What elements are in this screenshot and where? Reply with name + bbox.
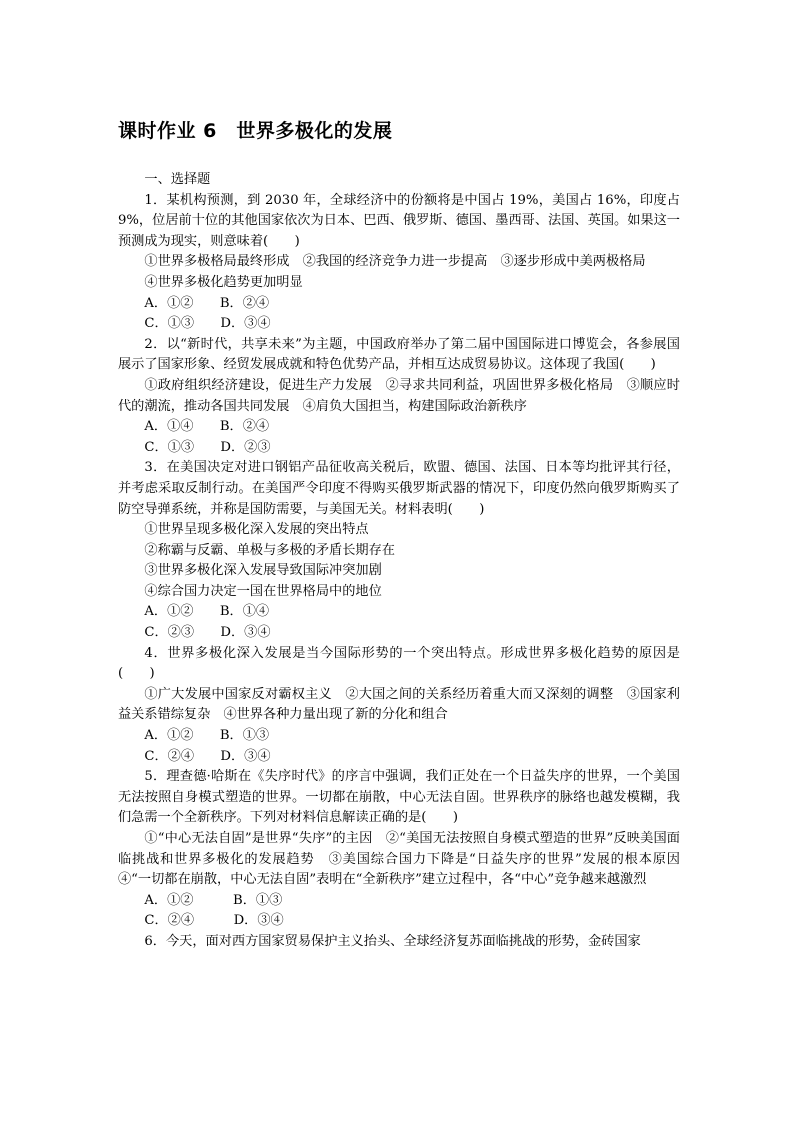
question-3-item-4: ④综合国力决定一国在世界格局中的地位 <box>144 583 382 599</box>
question-2-options-ab: A．①④ B．②④ <box>144 419 270 435</box>
question-5-stem: 5．理查德·哈斯在《失序时代》的序言中强调，我们正处在一个日益失序的世界，一个美国无法按照自身模式塑造的世界。一切都在崩散，中心无法自固。世界秩序的脉络也越发模糊，我们急需一个全新秩序。下列对材料信息解读正确的是( ) <box>118 769 680 826</box>
question-4 <box>118 644 680 768</box>
question-1-stem: 1．某机构预测，到 2030 年，全球经济中的份额将是中国占 19%，美国占 16%，印度占 9%，位居前十位的其他国家依次为日本、巴西、俄罗斯、德国、墨西哥、法国、英国。如果这一预测成为现实，则意味着( ) <box>118 192 680 249</box>
question-5-options-ab: A．①② B．①③ <box>144 892 283 908</box>
question-2-stem: 2．以“新时代，共享未来”为主题，中国政府举办了第二届中国国际进口博览会，各参展国展示了国家形象、经贸发展成就和特色优势产品，并相互达成贸易协议。这体现了我国( ) <box>118 336 680 373</box>
question-3-item-2: ②称霸与反霸、单极与多极的矛盾长期存在 <box>144 542 395 558</box>
question-1-item-4: ④世界多极化趋势更加明显 <box>144 274 303 290</box>
question-3-item-1: ①世界呈现多极化深入发展的突出特点 <box>144 522 369 538</box>
question-4-stem: 4．世界多极化深入发展是当今国际形势的一个突出特点。形成世界多极化趋势的原因是( ) <box>118 645 680 682</box>
question-5-options-cd: C．②④ D．③④ <box>144 913 284 929</box>
question-1-options-ab: A．①② B．②④ <box>144 295 270 311</box>
section-heading: 一、选择题 <box>144 172 211 187</box>
question-3-options-cd: C．②③ D．③④ <box>144 625 271 641</box>
question-2-options-cd: C．①③ D．②③ <box>144 439 271 455</box>
question-4-options-cd: C．②④ D．③④ <box>144 748 271 764</box>
question-4-options-ab: A．①② B．①③ <box>144 728 270 744</box>
question-1-items: ①世界多极格局最终形成 ②我国的经济竞争力进一步提高 ③逐步形成中美两极格局 <box>144 254 646 270</box>
question-6 <box>118 932 680 953</box>
question-3-stem: 3．在美国决定对进口钢铝产品征收高关税后，欧盟、德国、法国、日本等均批评其行径，并考虑采取反制行动。在美国严令印度不得购买俄罗斯武器的情况下，印度仍然向俄罗斯购买了防空导弹系统，并称是国防需要，与美国无关。材料表明( ) <box>118 460 680 517</box>
worksheet-page <box>118 118 694 953</box>
question-2 <box>118 335 680 459</box>
question-3 <box>118 458 680 643</box>
page-title: 课时作业 6 世界多极化的发展 <box>118 120 393 142</box>
question-1 <box>118 191 680 335</box>
question-3-options-ab: A．①② B．①④ <box>144 604 270 620</box>
question-5-items: ①“中心无法自固”是世界“失序”的主因 ②“美国无法按照自身模式塑造的世界”反映美国面临挑战和世界多极化的发展趋势 ③美国综合国力下降是“日益失序的世界”发展的根本原因 ④“一切都在崩散，中心无法自固”表明在“全新秩序”建立过程中，各“中心”竞争越来越激烈 <box>118 831 694 888</box>
question-3-item-3: ③世界多极化深入发展导致国际冲突加剧 <box>144 563 382 579</box>
question-4-items: ①广大发展中国家反对霸权主义 ②大国之间的关系经历着重大而又深刻的调整 ③国家利益关系错综复杂 ④世界各种力量出现了新的分化和组合 <box>118 686 680 723</box>
question-1-options-cd: C．①③ D．③④ <box>144 316 271 332</box>
question-5 <box>118 767 694 932</box>
question-6-stem: 6．今天，面对西方国家贸易保护主义抬头、全球经济复苏面临挑战的形势，金砖国家 <box>144 933 641 949</box>
question-2-items: ①政府组织经济建设，促进生产力发展 ②寻求共同利益，巩固世界多极化格局 ③顺应时代的潮流，推动各国共同发展 ④肩负大国担当，构建国际政治新秩序 <box>118 377 680 414</box>
